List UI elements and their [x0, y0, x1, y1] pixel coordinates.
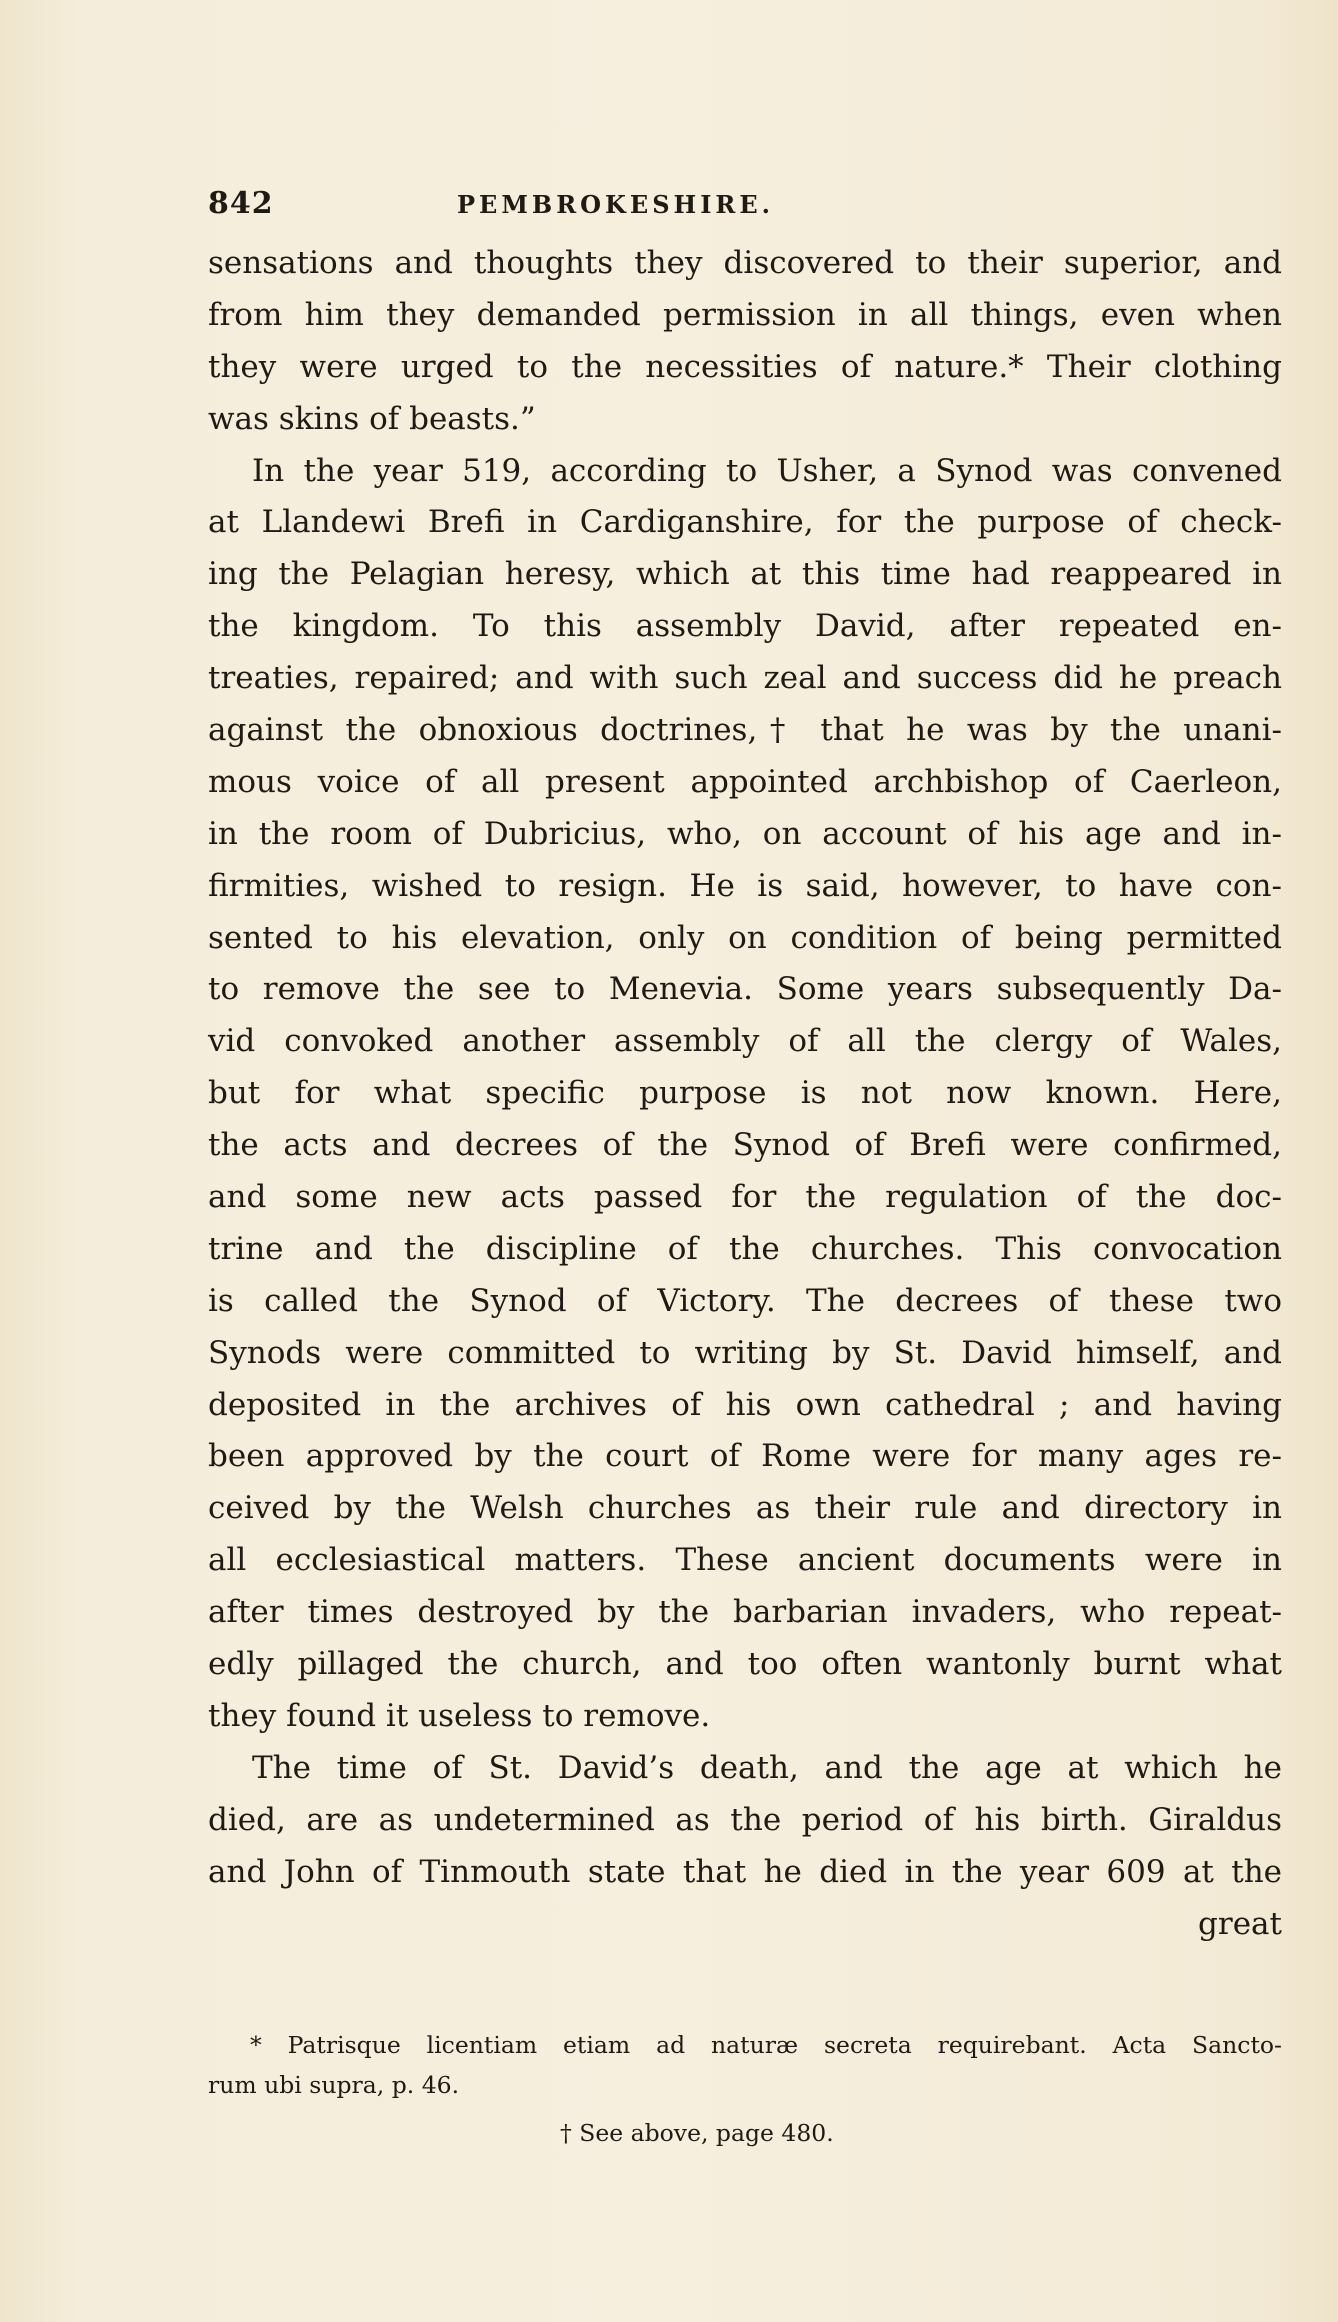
catchword: great	[1198, 1905, 1282, 1942]
text-line: died, are as undetermined as the period of his birth. Giraldus	[208, 1801, 1282, 1838]
text-line: deposited in the archives of his own cathedral ; and having	[208, 1386, 1282, 1423]
footnote-dagger: † See above, page 480.	[560, 2119, 834, 2147]
footnote-star-line: rum ubi supra, p. 46.	[208, 2071, 460, 2099]
footnotes	[208, 2025, 1282, 2153]
text-line: against the obnoxious doctrines,† that he was by the unani-	[208, 712, 1282, 749]
footnote-star-line: * Patrisque licentiam etiam ad naturæ secreta requirebant. Acta Sancto-	[250, 2031, 1282, 2059]
text-line: all ecclesiastical matters. These ancient documents were in	[208, 1542, 1282, 1579]
text-line: after times destroyed by the barbarian invaders, who repeat-	[208, 1594, 1282, 1631]
text-line: and some new acts passed for the regulation of the doc-	[208, 1179, 1282, 1216]
text-line: from him they demanded permission in all things, even when	[208, 296, 1282, 333]
page-number: 842	[208, 186, 274, 221]
text-line: at Llandewi Brefi in Cardiganshire, for the purpose of check-	[208, 504, 1282, 541]
text-line: in the room of Dubricius, who, on account of his age and in-	[208, 815, 1282, 852]
text-line: is called the Synod of Victory. The decrees of these two	[208, 1282, 1282, 1319]
running-title: PEMBROKESHIRE.	[457, 190, 775, 219]
text-line: sensations and thoughts they discovered to their superior, and	[208, 245, 1282, 281]
text-line: been approved by the court of Rome were for many ages re-	[208, 1438, 1282, 1475]
text-line: In the year 519, according to Usher, a Synod was convened	[252, 452, 1282, 489]
text-line: the acts and decrees of the Synod of Brefi were confirmed,	[208, 1127, 1282, 1164]
text-line: firmities, wished to resign. He is said, however, to have con-	[208, 867, 1282, 904]
text-line: ing the Pelagian heresy, which at this time had reappeared in	[208, 556, 1282, 593]
text-line: vid convoked another assembly of all the clergy of Wales,	[208, 1023, 1282, 1060]
text-line: was skins of beasts.”	[208, 400, 536, 437]
text-line: the kingdom. To this assembly David, after repeated en-	[208, 608, 1282, 645]
text-line: sented to his elevation, only on condition of being permitted	[208, 919, 1282, 956]
text-line: trine and the discipline of the churches. This convocation	[208, 1230, 1282, 1267]
text-line: ceived by the Welsh churches as their rule and directory in	[208, 1490, 1282, 1527]
text-line: to remove the see to Menevia. Some years subsequently Da-	[208, 971, 1282, 1008]
text-line: edly pillaged the church, and too often wantonly burnt what	[208, 1646, 1282, 1683]
text-line: treaties, repaired; and with such zeal and success did he preach	[208, 660, 1282, 697]
text-line: The time of St. David’s death, and the age at which he	[252, 1749, 1282, 1786]
text-line: and John of Tinmouth state that he died in the year 609 at the	[208, 1853, 1282, 1890]
body-text	[208, 238, 1282, 1950]
text-line: but for what specific purpose is not now known. Here,	[208, 1075, 1282, 1112]
page-header	[208, 186, 1288, 230]
text-line: they were urged to the necessities of nature.* Their clothing	[208, 348, 1282, 385]
text-line: they found it useless to remove.	[208, 1697, 711, 1734]
text-line: Synods were committed to writing by St. David himself, and	[208, 1334, 1282, 1371]
text-line: mous voice of all present appointed archbishop of Caerleon,	[208, 763, 1282, 800]
